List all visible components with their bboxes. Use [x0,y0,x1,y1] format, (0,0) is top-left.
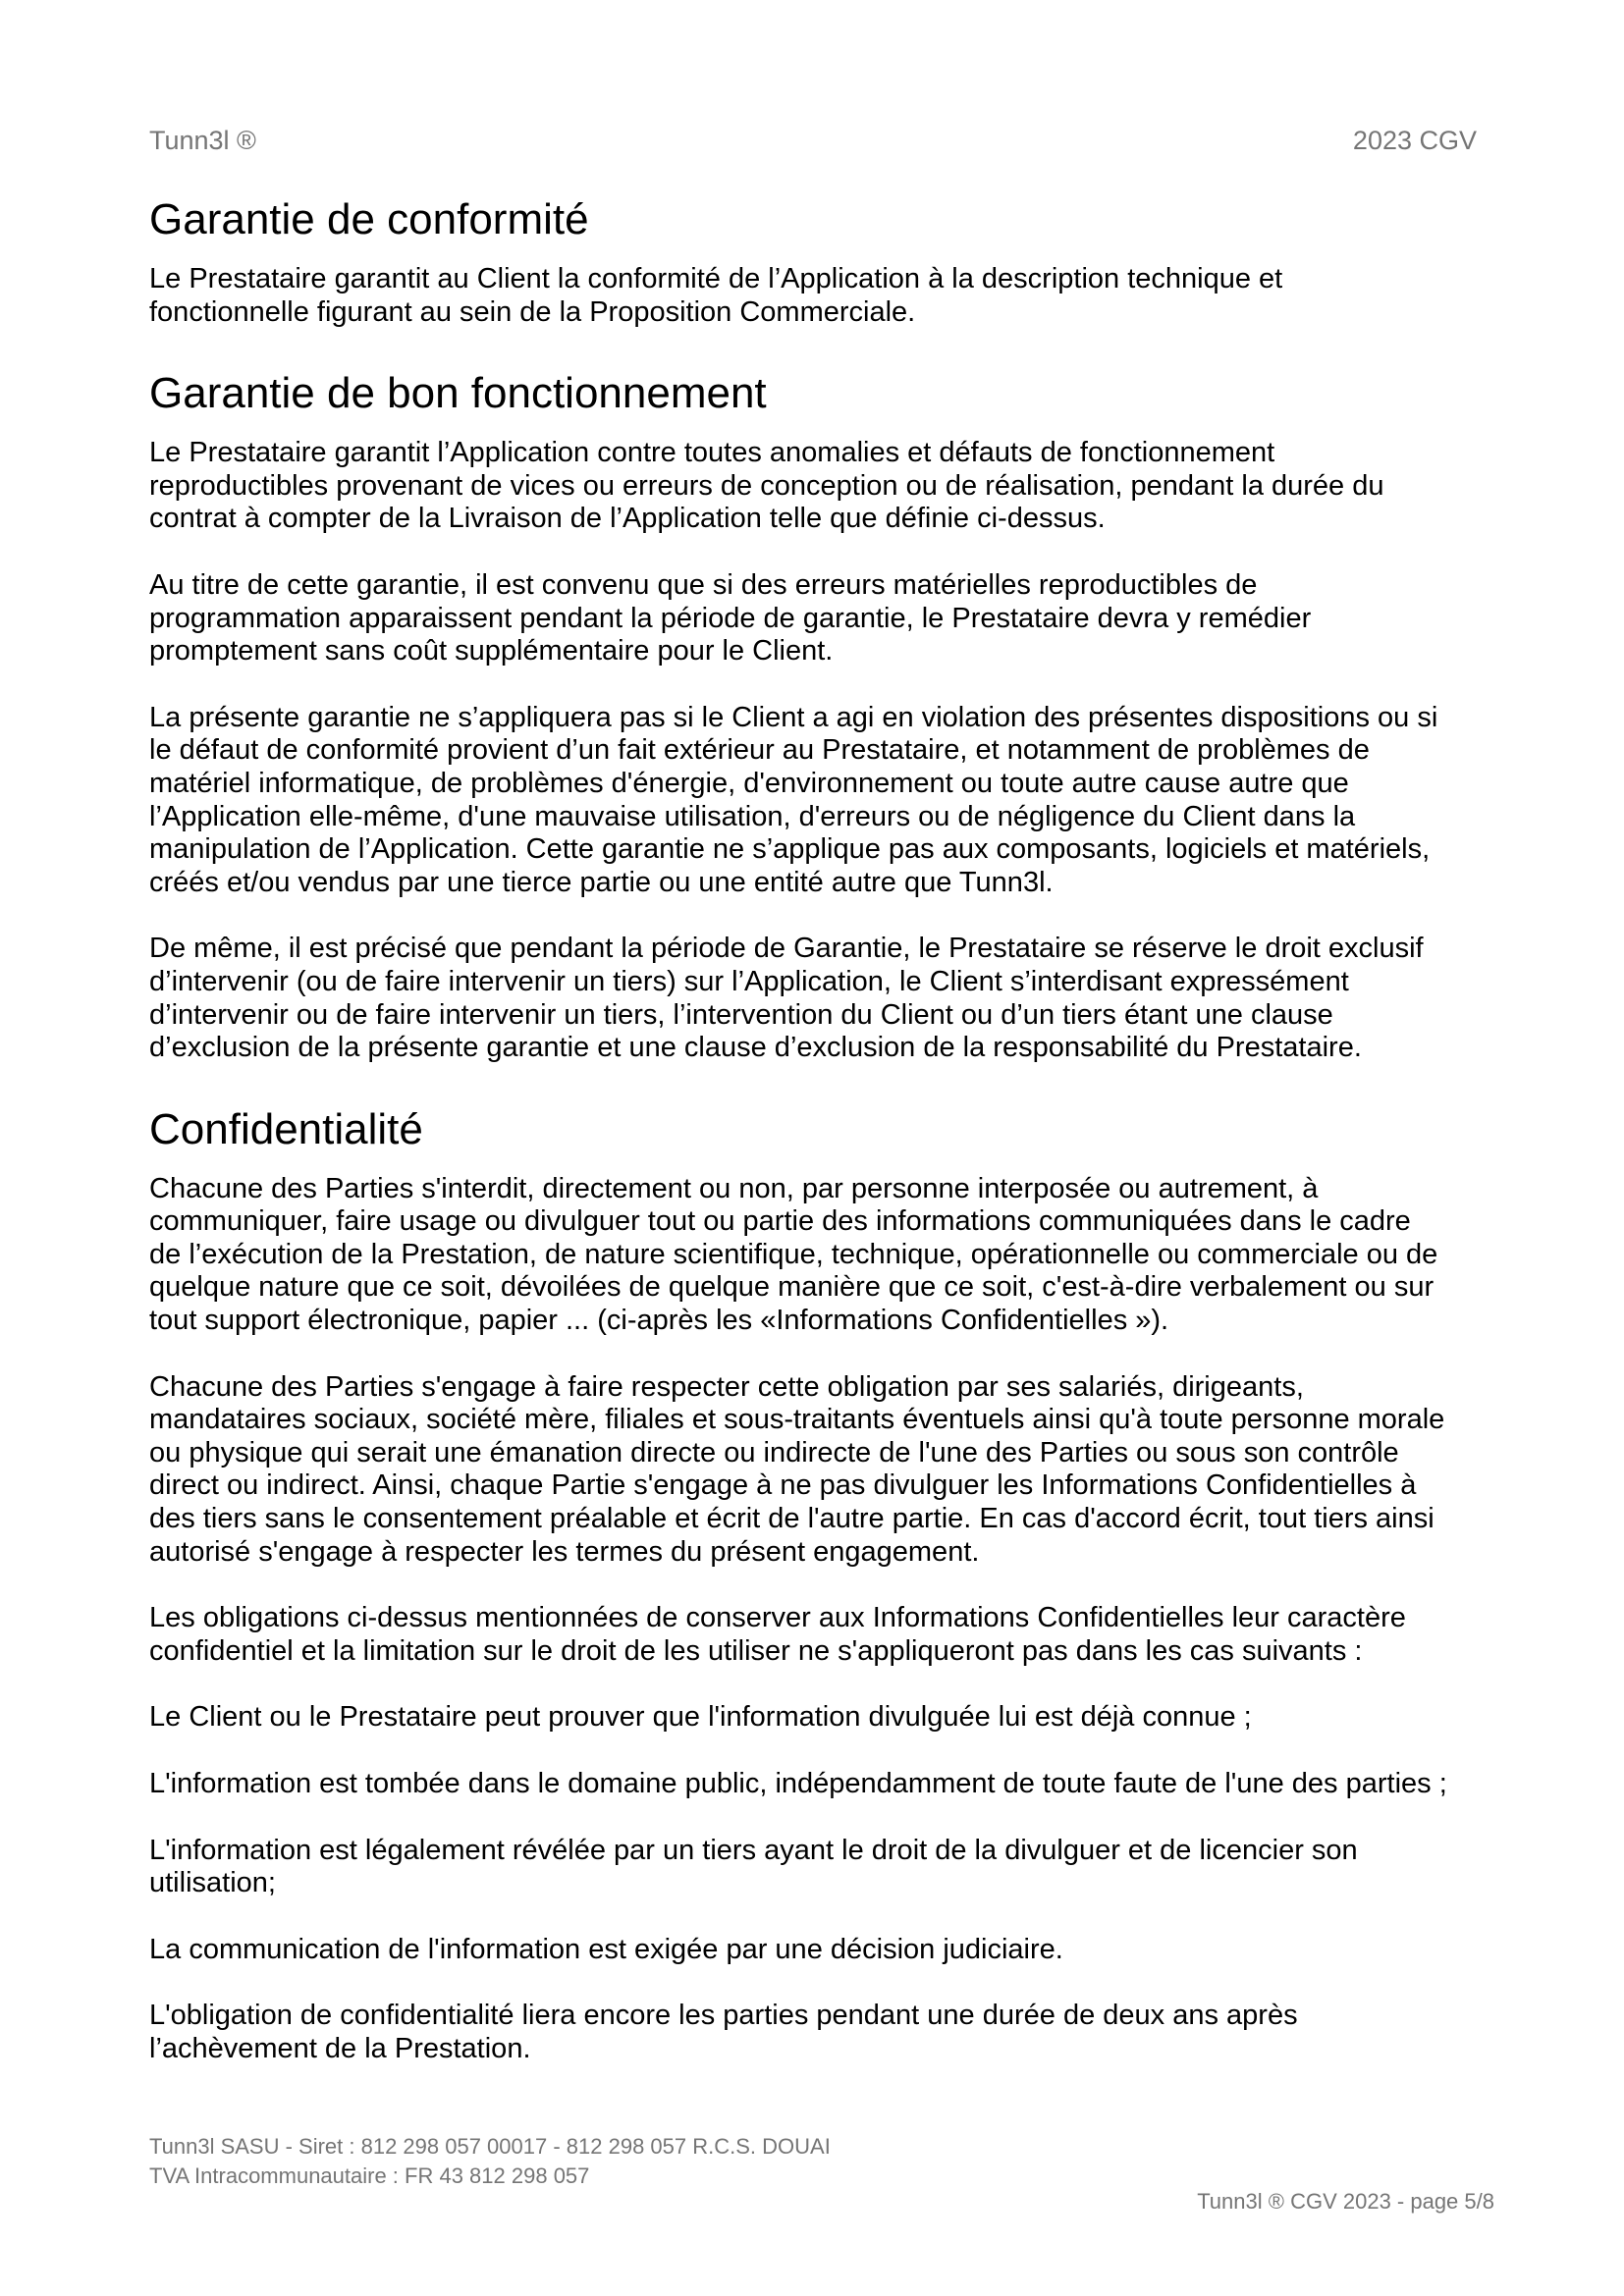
page-header [149,126,1477,156]
section-garantie-bon-fonctionnement [149,368,1494,1065]
section-heading: Garantie de bon fonctionnement [149,369,767,418]
paragraph: Le Prestataire garantit l’Application contre toutes anomalies et défauts de fonctionnement reproductibles provenant de vices ou erreurs de conception ou de réalisation, pendant la durée du contrat à compter de la Livraison de l’Application telle que définie ci-dessus. [149,437,1384,535]
paragraph: L'information est tombée dans le domaine public, indépendamment de toute faute de l'une des parties ; [149,1768,1447,1799]
paragraph: Chacune des Parties s'interdit, directement ou non, par personne interposée ou autrement, à communiquer, faire usage ou divulguer tout ou partie des informations communiquées dans le cadre de l’exécution de la Prestation, de nature scientifique, technique, opérationnelle ou commerciale ou de quelque nature que ce soit, dévoilées de quelque manière que ce soit, c'est-à-dire verbalement ou sur tout support électronique, papier ... (ci-après les «Informations Confidentielles »). [149,1172,1438,1337]
paragraph: L'information est légalement révélée par un tiers ayant le droit de la divulguer et de licencier son utilisation; [149,1834,1358,1899]
document-body [149,194,1494,2066]
section-heading: Garantie de conformité [149,195,589,243]
section-heading: Confidentialité [149,1104,423,1153]
paragraph: Au titre de cette garantie, il est convenu que si des erreurs matérielles reproductibles de programmation apparaissent pendant la période de garantie, le Prestataire devra y remédier promptement sans coût supplémentaire pour le Client. [149,568,1312,667]
page-number: Tunn3l ® CGV 2023 - page 5/8 [1197,2189,1494,2214]
paragraph: Le Prestataire garantit au Client la conformité de l’Application à la description technique et fonctionnelle figurant au sein de la Proposition Commerciale. [149,263,1283,328]
paragraph: Les obligations ci-dessus mentionnées de conserver aux Informations Confidentielles leur caractère confidentiel et la limitation sur le droit de les utiliser ne s'appliqueront pas dans les cas suivants : [149,1602,1406,1667]
paragraph: De même, il est précisé que pendant la période de Garantie, le Prestataire se réserve le droit exclusif d’intervenir (ou de faire intervenir un tiers) sur l’Application, le Client s’interdisant expressément d’intervenir ou de faire intervenir un tiers, l’intervention du Client ou d’un tiers étant une clause d’exclusion de la présente garantie et une clause d’exclusion de la responsabilité du Prestataire. [149,933,1424,1064]
footer-siret-line: Tunn3l SASU - Siret : 812 298 057 00017 - 812 298 057 R.C.S. DOUAI [149,2134,831,2159]
section-garantie-conformite [149,194,1494,329]
paragraph: La communication de l'information est exigée par une décision judiciaire. [149,1933,1063,1965]
paragraph: Chacune des Parties s'engage à faire respecter cette obligation par ses salariés, dirigeants, mandataires sociaux, société mère, filiales et sous-traitants éventuels ainsi qu'à toute personne morale ou physique qui serait une émanation directe ou indirecte de l'une des Parties ou sous son contrôle direct ou indirect. Ainsi, chaque Partie s'engage à ne pas divulguer les Informations Confidentielles à des tiers sans le consentement préalable et écrit de l'autre partie. En cas d'accord écrit, tout tiers ainsi autorisé s'engage à respecter les termes du présent engagement. [149,1370,1445,1568]
page-footer-company-info [149,2132,831,2191]
paragraph: Le Client ou le Prestataire peut prouver que l'information divulguée lui est déjà connue ; [149,1701,1252,1734]
header-document-title: 2023 CGV [1352,126,1477,155]
section-confidentialite [149,1104,1494,2066]
header-brand: Tunn3l ® [149,126,256,155]
footer-vat-line: TVA Intracommunautaire : FR 43 812 298 057 [149,2163,590,2188]
paragraph: La présente garantie ne s’appliquera pas si le Client a agi en violation des présentes dispositions ou si le défaut de conformité provient d’un fait extérieur au Prestataire, et notamment de problèmes de matériel informatique, de problèmes d'énergie, d'environnement ou toute autre cause autre que l’Application elle-même, d'une mauvaise utilisation, d'erreurs ou de négligence du Client dans la manipulation de l’Application. Cette garantie ne s’applique pas aux composants, logiciels et matériels, créés et/ou vendus par une tierce partie ou une entité autre que Tunn3l. [149,701,1438,898]
paragraph: L'obligation de confidentialité liera encore les parties pendant une durée de deux ans après l’achèvement de la Prestation. [149,2000,1298,2064]
